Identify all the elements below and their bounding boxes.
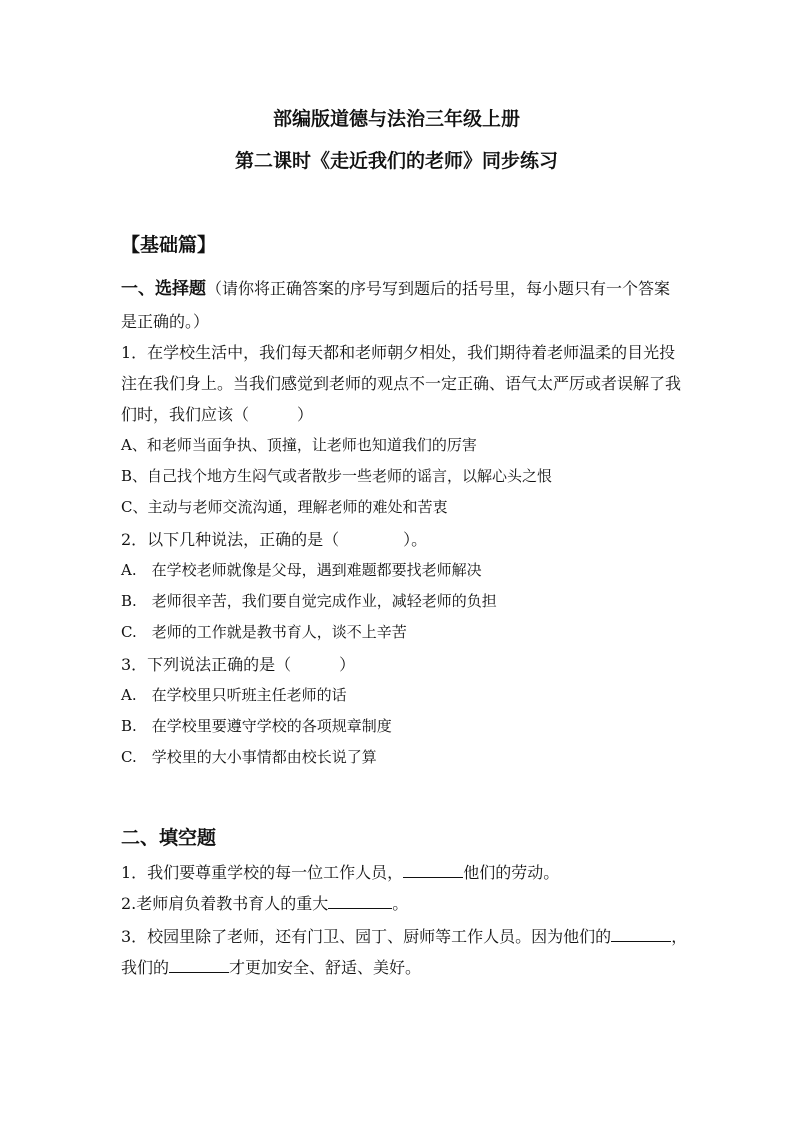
fill-blank[interactable]: [403, 863, 463, 878]
q2-stem: 2．以下几种说法，正确的是（ ）。: [121, 530, 428, 549]
q1-stem-line3: 们时，我们应该（ ）: [121, 405, 314, 424]
fill-q3-text-post: ，: [671, 927, 688, 946]
section1-instruction: （请你将正确答案的序号写到题后的括号里，每小题只有一个答案: [206, 279, 671, 298]
q1-option-a: A、和老师当面争执、顶撞，让老师也知道我们的厉害: [121, 436, 477, 454]
q1-stem-line2: 注在我们身上。当我们感觉到老师的观点不一定正确、语气太严厉或者误解了我: [121, 374, 682, 393]
level-heading: 【基础篇】: [121, 234, 217, 256]
fill-q2: [121, 891, 408, 914]
fill-blank[interactable]: [328, 894, 392, 909]
q3-option-c: C. 学校里的大小事情都由校长说了算: [121, 748, 377, 766]
fill-q1-text-pre: 1．我们要尊重学校的每一位工作人员，: [121, 863, 404, 882]
fill-q3-text-pre: 3．校园里除了老师，还有门卫、园丁、厨师等工作人员。因为他们的: [121, 927, 612, 946]
q3-option-b: B. 在学校里要遵守学校的各项规章制度: [121, 717, 392, 735]
section2-heading: 二、填空题: [121, 827, 217, 849]
q3-option-a: A. 在学校里只听班主任老师的话: [121, 686, 347, 704]
section1-heading-line: [121, 274, 670, 299]
fill-q1: [121, 860, 559, 883]
fill-q3b-text-pre: 我们的: [121, 958, 170, 977]
fill-blank[interactable]: [611, 927, 671, 942]
section1-heading: 一、选择题: [121, 279, 206, 299]
fill-q3-cont: [121, 955, 421, 978]
q2-option-a: A. 在学校老师就像是父母，遇到难题都要找老师解决: [121, 561, 482, 579]
q3-stem: 3．下列说法正确的是（ ）: [121, 655, 356, 674]
q2-option-b: B. 老师很辛苦，我们要自觉完成作业，减轻老师的负担: [121, 592, 497, 610]
page-subtitle: 第二课时《走近我们的老师》同步练习: [234, 150, 558, 172]
section1-instruction-cont: 是正确的。）: [121, 312, 210, 331]
page-title: 部编版道德与法治三年级上册: [272, 108, 520, 130]
fill-q3: [121, 924, 687, 947]
fill-q1-text-post: 他们的劳动。: [463, 863, 560, 882]
fill-q3b-text-post: 才更加安全、舒适、美好。: [229, 958, 422, 977]
q1-option-b: B、自己找个地方生闷气或者散步一些老师的谣言，以解心头之恨: [121, 467, 553, 485]
q1-stem-line1: 1．在学校生活中，我们每天都和老师朝夕相处，我们期待着老师温柔的目光投: [121, 343, 676, 362]
q1-option-c: C、主动与老师交流沟通，理解老师的难处和苦衷: [121, 498, 448, 516]
q2-option-c: C. 老师的工作就是教书育人，谈不上辛苦: [121, 623, 407, 641]
fill-q2-text-post: 。: [392, 894, 409, 913]
fill-blank[interactable]: [169, 958, 229, 973]
fill-q2-text-pre: 2.老师肩负着教书育人的重大: [121, 894, 329, 913]
